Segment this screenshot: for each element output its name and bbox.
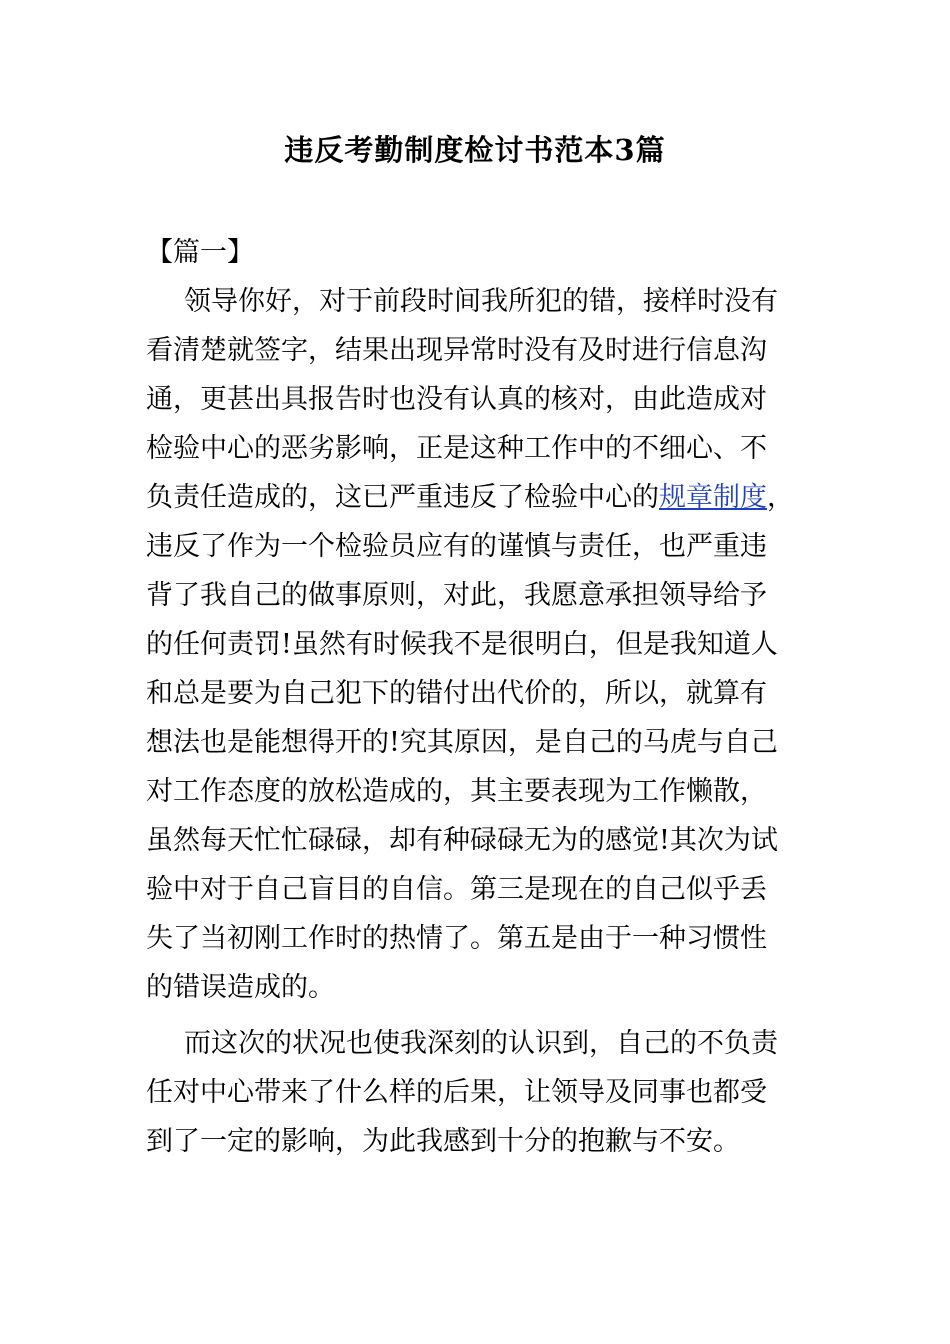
paragraph-line: 领导你好，对于前段时间我所犯的错，接样时没有 — [184, 286, 778, 317]
paragraph-line: 验中对于自己盲目的自信。第三是现在的自己似乎丢 — [146, 874, 767, 905]
paragraph-line: 通，更甚出具报告时也没有认真的核对，由此造成对 — [146, 384, 767, 415]
line-punctuation: ， — [767, 482, 794, 513]
paragraph-line: 虽然每天忙忙碌碌，却有种碌碌无为的感觉!其次为试 — [146, 825, 778, 856]
paragraph-line: 而这次的状况也使我深刻的认识到，自己的不负责 — [184, 1028, 778, 1059]
paragraph-line: 检验中心的恶劣影响，正是这种工作中的不细心、不 — [146, 433, 767, 464]
paragraph-line: 的错误造成的。 — [146, 972, 335, 1003]
document-body — [146, 228, 814, 1166]
paragraph-line: 看清楚就签字，结果出现异常时没有及时进行信息沟 — [146, 335, 767, 366]
paragraph-line: 的任何责罚!虽然有时候我不是很明白，但是我知道人 — [146, 629, 778, 660]
rules-link[interactable]: 规章制度 — [659, 482, 767, 513]
paragraph-line: 失了当初刚工作时的热情了。第五是由于一种习惯性 — [146, 923, 767, 954]
paragraph-line: 和总是要为自己犯下的错付出代价的，所以，就算有 — [146, 678, 767, 709]
paragraph-line: 想法也是能想得开的!究其原因，是自己的马虎与自己 — [146, 727, 778, 758]
paragraph-2 — [146, 1019, 814, 1166]
paragraph-line: 到了一定的影响，为此我感到十分的抱歉与不安。 — [146, 1126, 740, 1157]
section-label: 【篇一】 — [146, 237, 254, 268]
paragraph-line-with-link — [146, 473, 814, 522]
document-title: 违反考勤制度检讨书范本3篇 — [284, 133, 666, 167]
paragraph-line: 违反了作为一个检验员应有的谨慎与责任，也严重违 — [146, 531, 767, 562]
paragraph-1 — [146, 277, 814, 1012]
line-text: 负责任造成的，这已严重违反了检验中心的 — [146, 482, 659, 513]
paragraph-line: 任对中心带来了什么样的后果，让领导及同事也都受 — [146, 1077, 767, 1108]
paragraph-line: 对工作态度的放松造成的，其主要表现为工作懒散， — [146, 776, 767, 807]
paragraph-line: 背了我自己的做事原则，对此，我愿意承担领导给予 — [146, 580, 767, 611]
